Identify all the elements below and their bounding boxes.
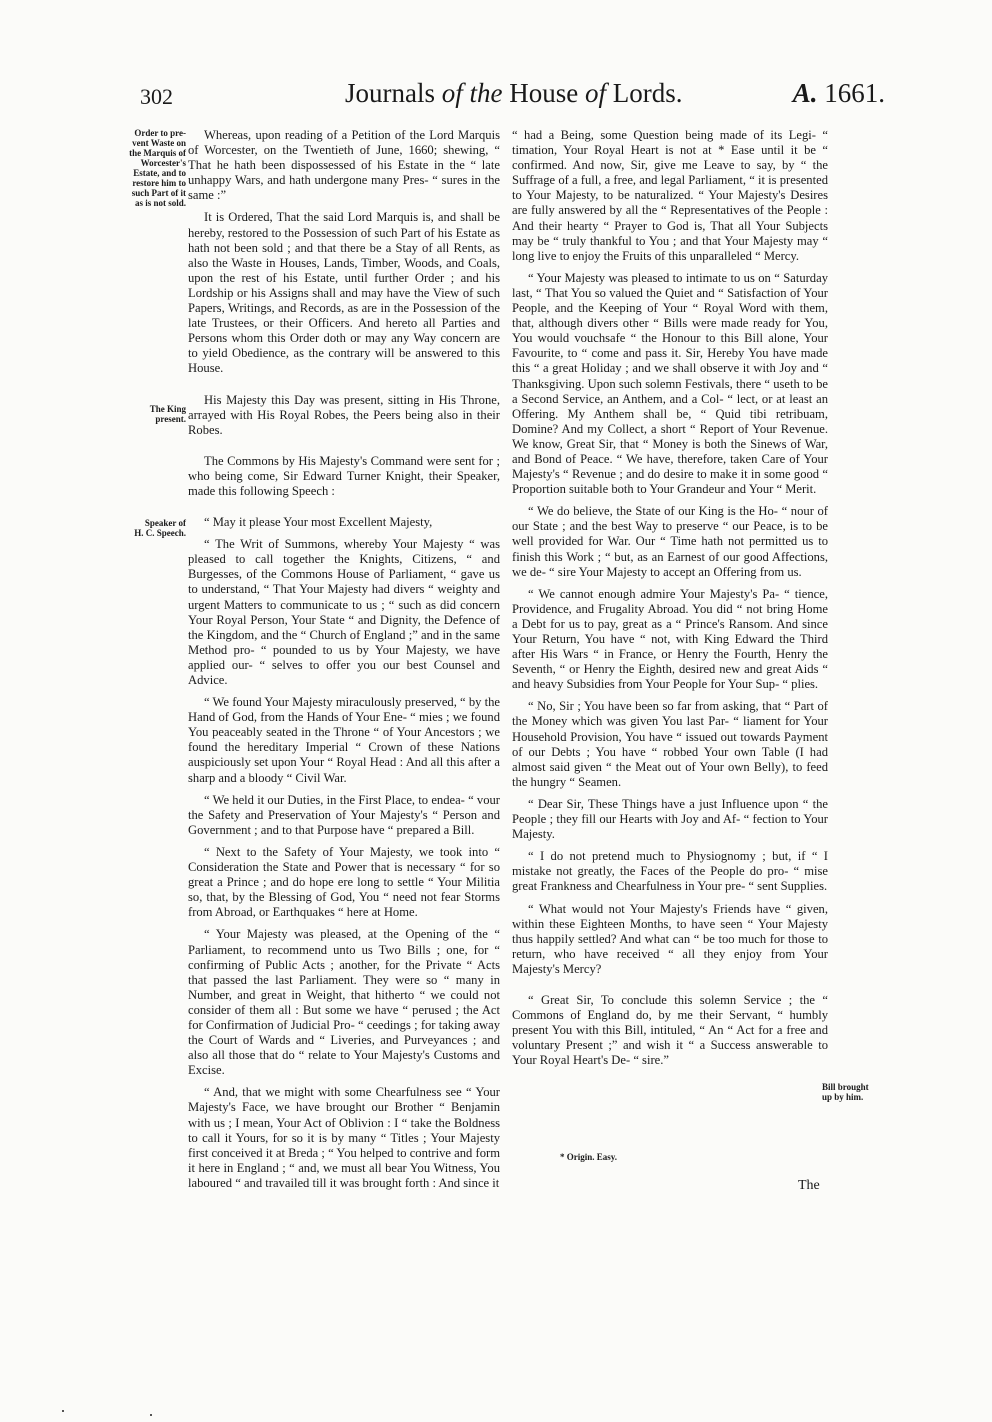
paragraph-speech-two-bills: “ Your Majesty was pleased, at the Opening of the “ Parliament, to recommend unto us Two Bills ; one, for “ confirming of Public Acts ; another, for the Private “ Acts that passed the last Parliament. They were so “ many in Number, and great in Weight, that hitherto “ we could not consider of them all : But some we have “ perused ; the Act for Confirmation of Judicial Pro- “ ceedings ; for taking away the Court of Wards and “ Liveries, and Purveyances ; and also all those that do “ relate to Your Majesty's Customs and Excise. [188, 927, 500, 1078]
paragraph-speech-state: “ We do believe, the State of our King is the Ho- “ nour of our State ; and the best Way to preserve “ our Peace, is to be well provided for War. Our “ Time hath not permitted us to finish this Work ; “ but, as an Earnest of our good Affections, we de- “ sire Your Majesty to accept an Offering from us. [512, 504, 828, 579]
scan-speck [62, 1410, 64, 1412]
year-label [793, 78, 885, 109]
title-word-lords: Lords. [612, 78, 683, 108]
title-word-journals: Journals [345, 78, 435, 108]
sidenote-speaker: Speaker of H. C. Speech. [134, 518, 186, 538]
footnote: * Origin. Easy. [560, 1152, 618, 1162]
title-word-of: of [441, 78, 463, 108]
left-column [188, 128, 500, 1191]
catchword: The [798, 1178, 820, 1193]
sidenote-king-present: The King present. [149, 404, 186, 424]
scan-speck [150, 1414, 152, 1416]
sidenote-bill-brought: Bill brought up by him. [822, 1082, 869, 1102]
sidenote-order: Order to pre- vent Waste on the Marquis of Worcester's Estate, and to restore him to such Part of it as is not sold. [129, 128, 186, 208]
title-word-the: the [469, 78, 503, 108]
paragraph-order: It is Ordered, That the said Lord Marquis is, and shall be hereby, restored to the Possession of such Part of his Estate as hath not been sold ; and that there be a Stay of all Rents, as also the Waste in Houses, Lands, Timber, Woods, and Coals, upon the rest of his Estate, until further Order ; and his Lordship or his Assigns shall and may have the View of such Papers, Writings, and Records, as are in the Possession of the late Trustees, or their Officers. And hereto all Parties and Persons whom this Order doth or may any Way concern are to yield Obedience, as the contrary will be answered to this House. [188, 210, 500, 376]
paragraph-speech-oblivion: “ And, that we might with some Chearfulness see “ Your Majesty's Face, we have brought our Brother “ Benjamin with us ; I mean, Your Act of Oblivion : I “ take the Boldness to call it Yours, for so it is by many “ Titles ; Your Majesty first conceived it at Breda ; “ You helped to contrive and form it here in England ; “ and, we must all bear You Witness, You laboured “ and travailed till it was brought forth : And since it [188, 1085, 500, 1190]
page-header [140, 78, 885, 118]
paragraph-commons-sent: The Commons by His Majesty's Command were sent for ; who being come, Sir Edward Turner Knight, their Speaker, made this following Speech : [188, 453, 500, 498]
page-number: 302 [140, 84, 173, 109]
paragraph-speech-salutation: “ May it please Your most Excellent Majesty, [204, 515, 433, 530]
title-word-of-2: of [585, 78, 607, 108]
year-prefix: A. [792, 78, 818, 108]
title-word-house: House [509, 78, 579, 108]
paragraph-speech-legitimation: “ had a Being, some Question being made of its Legi- “ timation, Your Royal Heart is not at * Ease until it be “ confirmed. And now, Sir, give me Leave to say, by “ the Suffrage of a full, a free, and legal Parliament, “ it is presented to Your Majesty, to be naturalized. “ Your Majesty's Desires are fully answered by all the “ Representatives of the People : And their hearty “ Prayer to God is, That all Your Subjects may be “ truly thankful to You ; and that Your Majesty may “ long live to enjoy the Fruits of this unparalleled “ Mercy. [512, 128, 828, 263]
journal-title [345, 78, 683, 109]
paragraph-speech-no-sir: “ No, Sir ; You have been so far from asking, that “ Part of the Money which was given You last Par- “ liament for Your Household Provision, You have “ issued out towards Payment of our Debts ; You have “ robbed Your own Table (I had almost said given “ the Meat out of Your own Belly), to feed the hungry “ Seamen. [512, 699, 828, 789]
paragraph-speech-saturday: “ Your Majesty was pleased to intimate to us on “ Saturday last, “ That You so valued the Quiet and “ Satisfaction of Your People, and the Keeping of Your “ Royal Word with them, that, although divers other “ Bills were made ready for You, You would vouchsafe “ the Honour to this Bill alone, Your Favourite, to “ come and pass it. Sir, Hereby You have made this “ a great Holiday ; and we shall observe it with Joy and “ Thanksgiving. Upon such solemn Festivals, there “ useth to be a Second Service, an Anthem, and a Col- “ lect, or at least an Offering. My Anthem shall be, “ Quid tibi retribuam, Domine? And my Collect, a short “ Report of Your Revenue. We know, Great Sir, that “ Money is both the Sinews of War, and Bond of Peace. “ We have, therefore, taken Care of Your Majesty's “ Revenue ; and do desire to make it in some good “ Proportion suitable both to Your Grandeur and Your “ Merit. [512, 270, 828, 497]
paragraph-speech-physiognomy: “ I do not pretend much to Physiognomy ; but, if “ I mistake not greatly, the Faces of the People do pro- “ mise great Frankness and Chearfulness in Your pre- “ sent Supplies. [512, 849, 828, 894]
year-value: 1661. [824, 78, 885, 108]
paragraph-speech-dear-sir: “ Dear Sir, These Things have a just Influence upon “ the People ; they fill our Hearts with Joy and Af- “ fection to Your Majesty. [512, 796, 828, 842]
paragraph-king-present: His Majesty this Day was present, sitting in His Throne, arrayed with His Royal Robes, the Peers being also in their Robes. [188, 392, 500, 437]
paragraph-speech-duties: “ We held it our Duties, in the First Place, to endea- “ vour the Safety and Preservation of Your Majesty's “ Person and Government ; and to that Purpose have “ prepared a Bill. [188, 792, 500, 837]
paragraph-speech-preserved: “ We found Your Majesty miraculously preserved, “ by the Hand of God, from the Hands of Your Ene- “ mies ; we found You peaceably seated in the Throne “ of Your Ancestors ; we found the hereditary Imperial “ Crown of these Nations auspiciously set upon Your “ Royal Head : And all this after a sharp and a bloody “ Civil War. [188, 695, 500, 785]
paragraph-speech-writ: “ The Writ of Summons, whereby Your Majesty “ was pleased to call together the Knights, Citizens, “ and Burgesses, of the Commons House of Parliament, “ gave us to understand, “ That Your Majesty had divers “ weighty and urgent Matters to communicate to us ; “ such as did concern Your Royal Person, Your State “ and Dignity, the Defence of the Kingdom, and the “ Church of England ;” and in the same Method pro- “ pounded to us by Your Majesty, we have applied our- “ selves to offer you our best Counsel and Advice. [188, 537, 500, 687]
paragraph-petition: Whereas, upon reading of a Petition of the Lord Marquis of Worcester, on the Twentieth of June, 1660; shewing, “ That he hath been dispossessed of his Estate in the “ late unhappy Wars, and hath undergone many Pres- “ sures in the same :” [188, 128, 500, 203]
right-column [512, 128, 828, 1068]
paragraph-speech-militia: “ Next to the Safety of Your Majesty, we took into “ Consideration the State and Power that is necessary “ for so great a Prince ; and do hope ere long to settle “ Your Militia so, that, by the Blessing of God, You “ need not fear Storms from Abroad, or Earthquakes “ here at Home. [188, 844, 500, 920]
paragraph-speech-friends: “ What would not Your Majesty's Friends have “ given, within these Eighteen Months, to have seen “ Your Majesty thus happily settled? And what can “ be too much for those to return, who have received “ all they enjoy from Your Majesty's Mercy? [512, 901, 828, 976]
paragraph-speech-conclusion: “ Great Sir, To conclude this solemn Service ; the “ Commons of England do, by me their Servant, “ humbly present You with this Bill, intituled, “ An “ Act for a free and voluntary Present ;” and wish it “ a Success answerable to Your Royal Heart's De- “ sire.” [512, 992, 828, 1068]
paragraph-speech-frugality: “ We cannot enough admire Your Majesty's Pa- “ tience, Providence, and Frugality Abroad. You did “ not bring Home a Debt for us to pay, great as a “ Prince's Ransom. And since Your Return, You have “ not, with King Edward the Third after His Wars “ in France, or Henry the Fourth, Henry the Seventh, “ or Henry the Eighth, desired new and great Aids “ and heavy Subsidies from Your People for Your Sup- “ plies. [512, 586, 828, 692]
